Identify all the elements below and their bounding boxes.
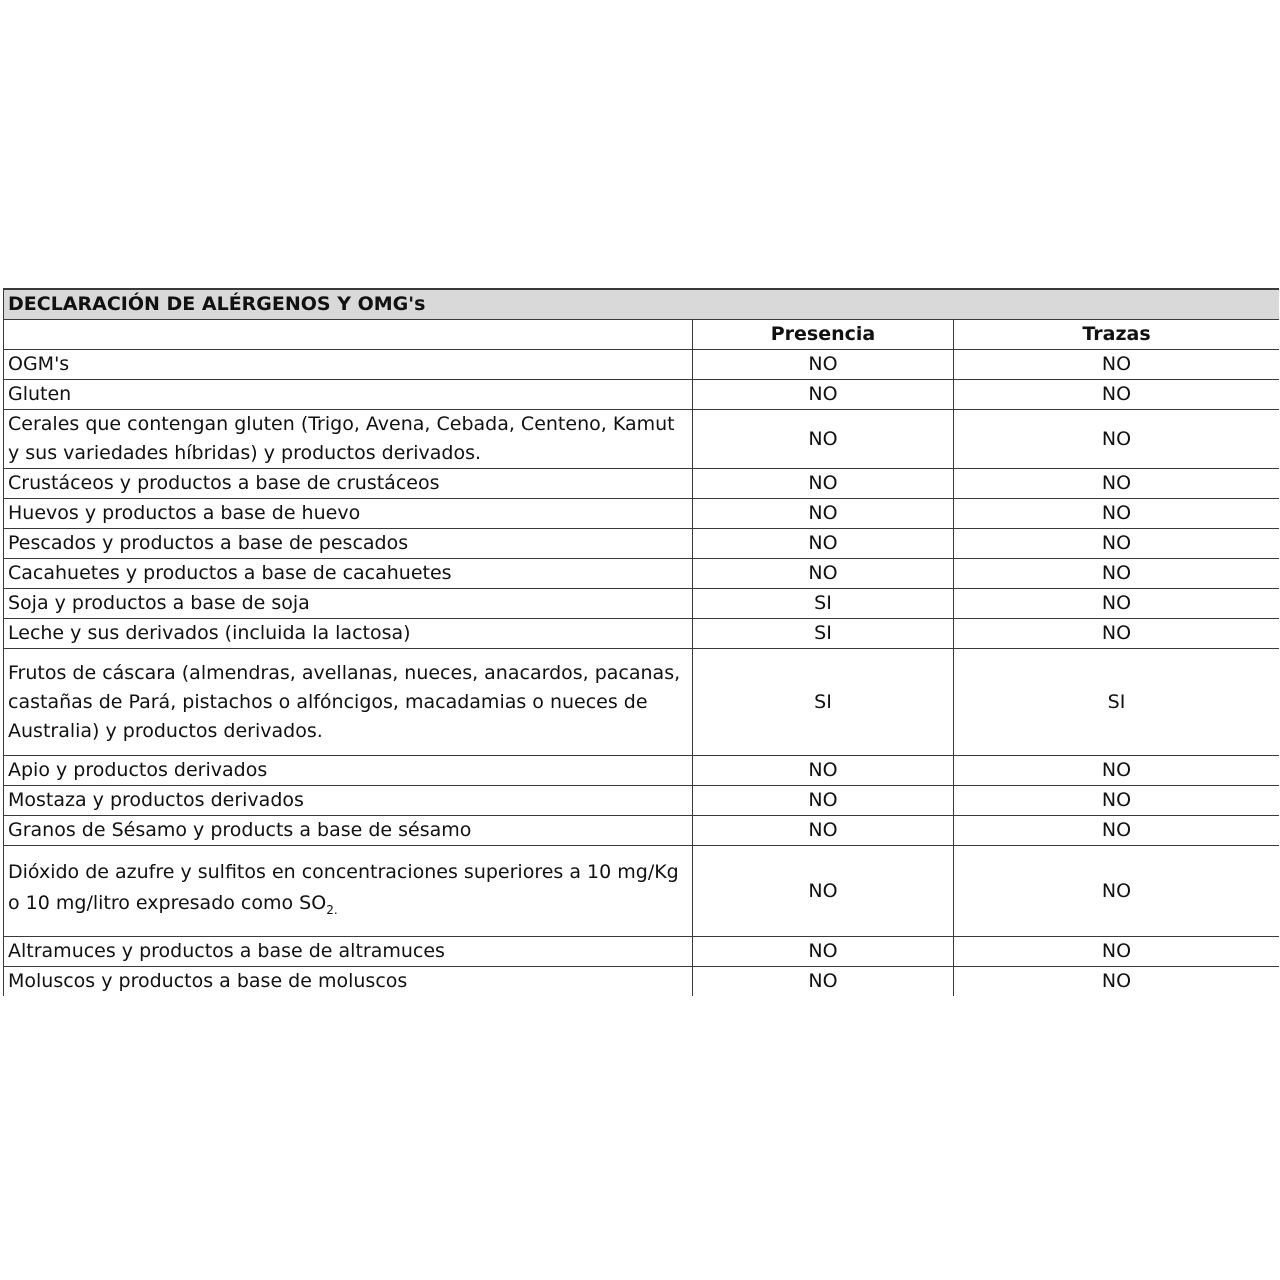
trazas-value: SI (954, 649, 1280, 756)
presencia-value: NO (693, 786, 954, 816)
allergen-label: Frutos de cáscara (almendras, avellanas, nueces, anacardos, pacanas, castañas de Pará, pistachos o alfóncigos, macadamias o nueces de Australia) y productos derivados. (4, 649, 693, 756)
presencia-value: NO (693, 816, 954, 846)
trazas-value: NO (954, 529, 1280, 559)
allergen-table (3, 288, 1279, 996)
allergen-label: Apio y productos derivados (4, 756, 693, 786)
presencia-value: NO (693, 350, 954, 380)
presencia-value: NO (693, 967, 954, 997)
table-row (4, 756, 1280, 786)
presencia-value: NO (693, 559, 954, 589)
allergen-label: Mostaza y productos derivados (4, 786, 693, 816)
trazas-value: NO (954, 469, 1280, 499)
allergen-label: Crustáceos y productos a base de crustáceos (4, 469, 693, 499)
trazas-value: NO (954, 410, 1280, 469)
presencia-value: SI (693, 589, 954, 619)
trazas-value: NO (954, 786, 1280, 816)
table-row (4, 499, 1280, 529)
table-header-row (4, 320, 1280, 350)
presencia-value: NO (693, 380, 954, 410)
trazas-value: NO (954, 846, 1280, 937)
trazas-value: NO (954, 589, 1280, 619)
allergen-label-cell (4, 846, 693, 937)
allergen-label: Pescados y productos a base de pescados (4, 529, 693, 559)
allergen-label: Soja y productos a base de soja (4, 589, 693, 619)
allergen-label: Huevos y productos a base de huevo (4, 499, 693, 529)
allergen-label-subscript: 2. (326, 902, 338, 917)
header-cell-trazas: Trazas (954, 320, 1280, 350)
presencia-value: NO (693, 469, 954, 499)
trazas-value: NO (954, 350, 1280, 380)
header-cell-allergen (4, 320, 693, 350)
table-row (4, 846, 1280, 937)
trazas-value: NO (954, 816, 1280, 846)
trazas-value: NO (954, 967, 1280, 997)
presencia-value: SI (693, 619, 954, 649)
presencia-value: NO (693, 846, 954, 937)
table-row (4, 410, 1280, 469)
presencia-value: NO (693, 410, 954, 469)
table-row (4, 529, 1280, 559)
table-row (4, 967, 1280, 997)
trazas-value: NO (954, 619, 1280, 649)
table-title: DECLARACIÓN DE ALÉRGENOS Y OMG's (4, 289, 1280, 320)
table-row (4, 350, 1280, 380)
table-row (4, 559, 1280, 589)
presencia-value: NO (693, 937, 954, 967)
table-row (4, 469, 1280, 499)
header-cell-presencia: Presencia (693, 320, 954, 350)
allergen-label: OGM's (4, 350, 693, 380)
table-row (4, 619, 1280, 649)
table-row (4, 589, 1280, 619)
allergen-label: Granos de Sésamo y products a base de sésamo (4, 816, 693, 846)
allergen-label: Cerales que contengan gluten (Trigo, Avena, Cebada, Centeno, Kamut y sus variedades híbridas) y productos derivados. (4, 410, 693, 469)
presencia-value: NO (693, 499, 954, 529)
allergen-label: Altramuces y productos a base de altramuces (4, 937, 693, 967)
presencia-value: NO (693, 756, 954, 786)
table-row (4, 937, 1280, 967)
allergen-label: Leche y sus derivados (incluida la lactosa) (4, 619, 693, 649)
trazas-value: NO (954, 499, 1280, 529)
presencia-value: NO (693, 529, 954, 559)
trazas-value: NO (954, 937, 1280, 967)
allergen-label: Dióxido de azufre y sulfitos en concentraciones superiores a 10 mg/Kg o 10 mg/litro expresado como SO (8, 860, 679, 914)
trazas-value: NO (954, 380, 1280, 410)
table-row (4, 816, 1280, 846)
table-row (4, 380, 1280, 410)
trazas-value: NO (954, 559, 1280, 589)
table-row (4, 786, 1280, 816)
allergen-label: Moluscos y productos a base de moluscos (4, 967, 693, 997)
table-row (4, 649, 1280, 756)
presencia-value: SI (693, 649, 954, 756)
table-title-row (4, 289, 1280, 320)
allergen-declaration-sheet (3, 288, 1279, 996)
trazas-value: NO (954, 756, 1280, 786)
allergen-label: Cacahuetes y productos a base de cacahuetes (4, 559, 693, 589)
allergen-label: Gluten (4, 380, 693, 410)
